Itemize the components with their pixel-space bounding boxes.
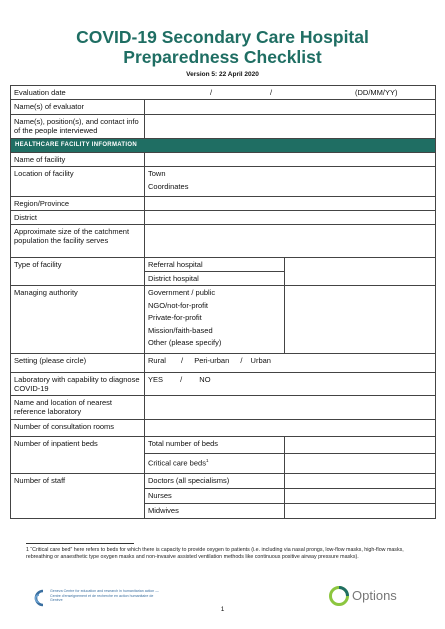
setting-options[interactable]	[145, 353, 436, 372]
date-slash-1: /	[210, 88, 213, 97]
row-type	[11, 258, 436, 272]
district-label: District	[11, 211, 145, 225]
row-lab	[11, 372, 436, 395]
population-label: Approximate size of the catchment population the facility serves	[11, 225, 145, 258]
staff-nurses-label: Nurses	[145, 488, 285, 503]
row-district	[11, 211, 436, 225]
authority-notes-field[interactable]	[285, 286, 436, 354]
staff-midwives-label: Midwives	[145, 503, 285, 518]
row-setting	[11, 353, 436, 372]
options-emblem-icon	[328, 585, 350, 607]
footnote-marker: 1	[205, 457, 209, 463]
row-interviewees	[11, 115, 436, 139]
inpatient-total-field[interactable]	[285, 436, 436, 453]
interviewees-label: Name(s), position(s), and contact info of the people interviewed	[11, 115, 145, 139]
inpatient-label: Number of inpatient beds	[11, 436, 145, 473]
nearest-lab-field[interactable]	[145, 395, 436, 419]
row-inpatient	[11, 436, 436, 453]
lab-sep: /	[180, 374, 183, 384]
row-evaluator	[11, 100, 436, 115]
row-authority	[11, 286, 436, 354]
population-field[interactable]	[145, 225, 436, 258]
authority-option-private[interactable]: Private-for-profit	[148, 313, 202, 322]
interviewees-field[interactable]	[145, 115, 436, 139]
region-field[interactable]	[145, 197, 436, 211]
evaluation-date-cell[interactable]	[11, 86, 436, 100]
location-coordinates: Coordinates	[148, 181, 189, 191]
row-staff	[11, 473, 436, 488]
inpatient-critical-field[interactable]	[285, 453, 436, 473]
authority-options[interactable]	[145, 286, 285, 354]
type-option-district[interactable]: District hospital	[145, 272, 285, 286]
staff-doctors-label: Doctors (all specialisms)	[145, 473, 285, 488]
setting-rural[interactable]: Rural	[148, 355, 166, 365]
row-section-header	[11, 139, 436, 153]
row-region	[11, 197, 436, 211]
location-label: Location of facility	[11, 167, 145, 197]
checklist-table	[10, 85, 436, 519]
staff-doctors-field[interactable]	[285, 473, 436, 488]
lab-label: Laboratory with capability to diagnose COVID-19	[11, 372, 145, 395]
lab-yes[interactable]: YES	[148, 374, 164, 384]
region-label: Region/Province	[11, 197, 145, 211]
document-title-line2: Preparedness Checklist	[123, 47, 322, 67]
evaluator-label: Name(s) of evaluator	[11, 100, 145, 115]
district-field[interactable]	[145, 211, 436, 225]
setting-label: Setting (please circle)	[11, 353, 145, 372]
inpatient-critical-label: Critical care beds	[148, 458, 206, 467]
footnote: 1 “Critical care bed” here refers to beds for which there is capacity to provide oxygen to patients (i.e. including via nasal prongs, low-flow masks, high-flow masks, rebreathing or anaesthetic type oxygen masks and non-invasive assisted ventilation methods like continuous positive airway pressure masks).	[26, 547, 404, 561]
date-slash-2: /	[270, 88, 273, 97]
staff-label: Number of staff	[11, 473, 145, 518]
evaluation-date-label: Evaluation date	[14, 88, 66, 97]
footnote-divider	[26, 543, 134, 544]
row-evaluation-date	[11, 86, 436, 100]
location-field[interactable]	[145, 167, 436, 197]
row-location	[11, 167, 436, 197]
authority-label: Managing authority	[11, 286, 145, 354]
authority-option-mission[interactable]: Mission/faith-based	[148, 325, 213, 335]
setting-sep-1: /	[181, 355, 184, 365]
section-header: HEALTHCARE FACILITY INFORMATION	[11, 139, 436, 153]
setting-sep-2: /	[240, 355, 243, 365]
authority-option-ngo[interactable]: NGO/not-for-profit	[148, 300, 209, 310]
type-label: Type of facility	[11, 258, 145, 286]
row-consultation	[11, 419, 436, 436]
options-wordmark: Options	[352, 588, 397, 603]
inpatient-total-label: Total number of beds	[145, 436, 285, 453]
date-format-hint: (DD/MM/YY)	[355, 88, 398, 97]
row-population	[11, 225, 436, 258]
consultation-label: Number of consultation rooms	[11, 419, 145, 436]
location-town: Town	[148, 169, 166, 178]
version-label: Version 5: 22 April 2020	[186, 71, 259, 78]
authority-option-government[interactable]: Government / public	[148, 288, 216, 297]
authority-option-other[interactable]: Other (please specify)	[148, 338, 222, 347]
consultation-field[interactable]	[145, 419, 436, 436]
inpatient-critical-cell	[145, 453, 285, 473]
staff-midwives-field[interactable]	[285, 503, 436, 518]
row-facility-name	[11, 153, 436, 167]
document-title-line1: COVID-19 Secondary Care Hospital	[76, 27, 369, 47]
lab-no[interactable]: NO	[199, 374, 211, 384]
row-nearest-lab	[11, 395, 436, 419]
setting-urban[interactable]: Urban	[250, 355, 271, 365]
facility-name-field[interactable]	[145, 153, 436, 167]
setting-periurban[interactable]: Peri-urban	[194, 355, 230, 365]
type-option-referral[interactable]: Referral hospital	[145, 258, 285, 272]
nearest-lab-label: Name and location of nearest reference laboratory	[11, 395, 145, 419]
facility-name-label: Name of facility	[11, 153, 145, 167]
lab-options[interactable]	[145, 372, 436, 395]
geneva-centre-text: Geneva Centre for education and research in humanitarian action — Centre d'enseignement et de recherche en action humanitaire de Genève	[50, 589, 159, 603]
type-notes-field[interactable]	[285, 258, 436, 286]
evaluator-field[interactable]	[145, 100, 436, 115]
page-number: 1	[220, 606, 225, 613]
staff-nurses-field[interactable]	[285, 488, 436, 503]
